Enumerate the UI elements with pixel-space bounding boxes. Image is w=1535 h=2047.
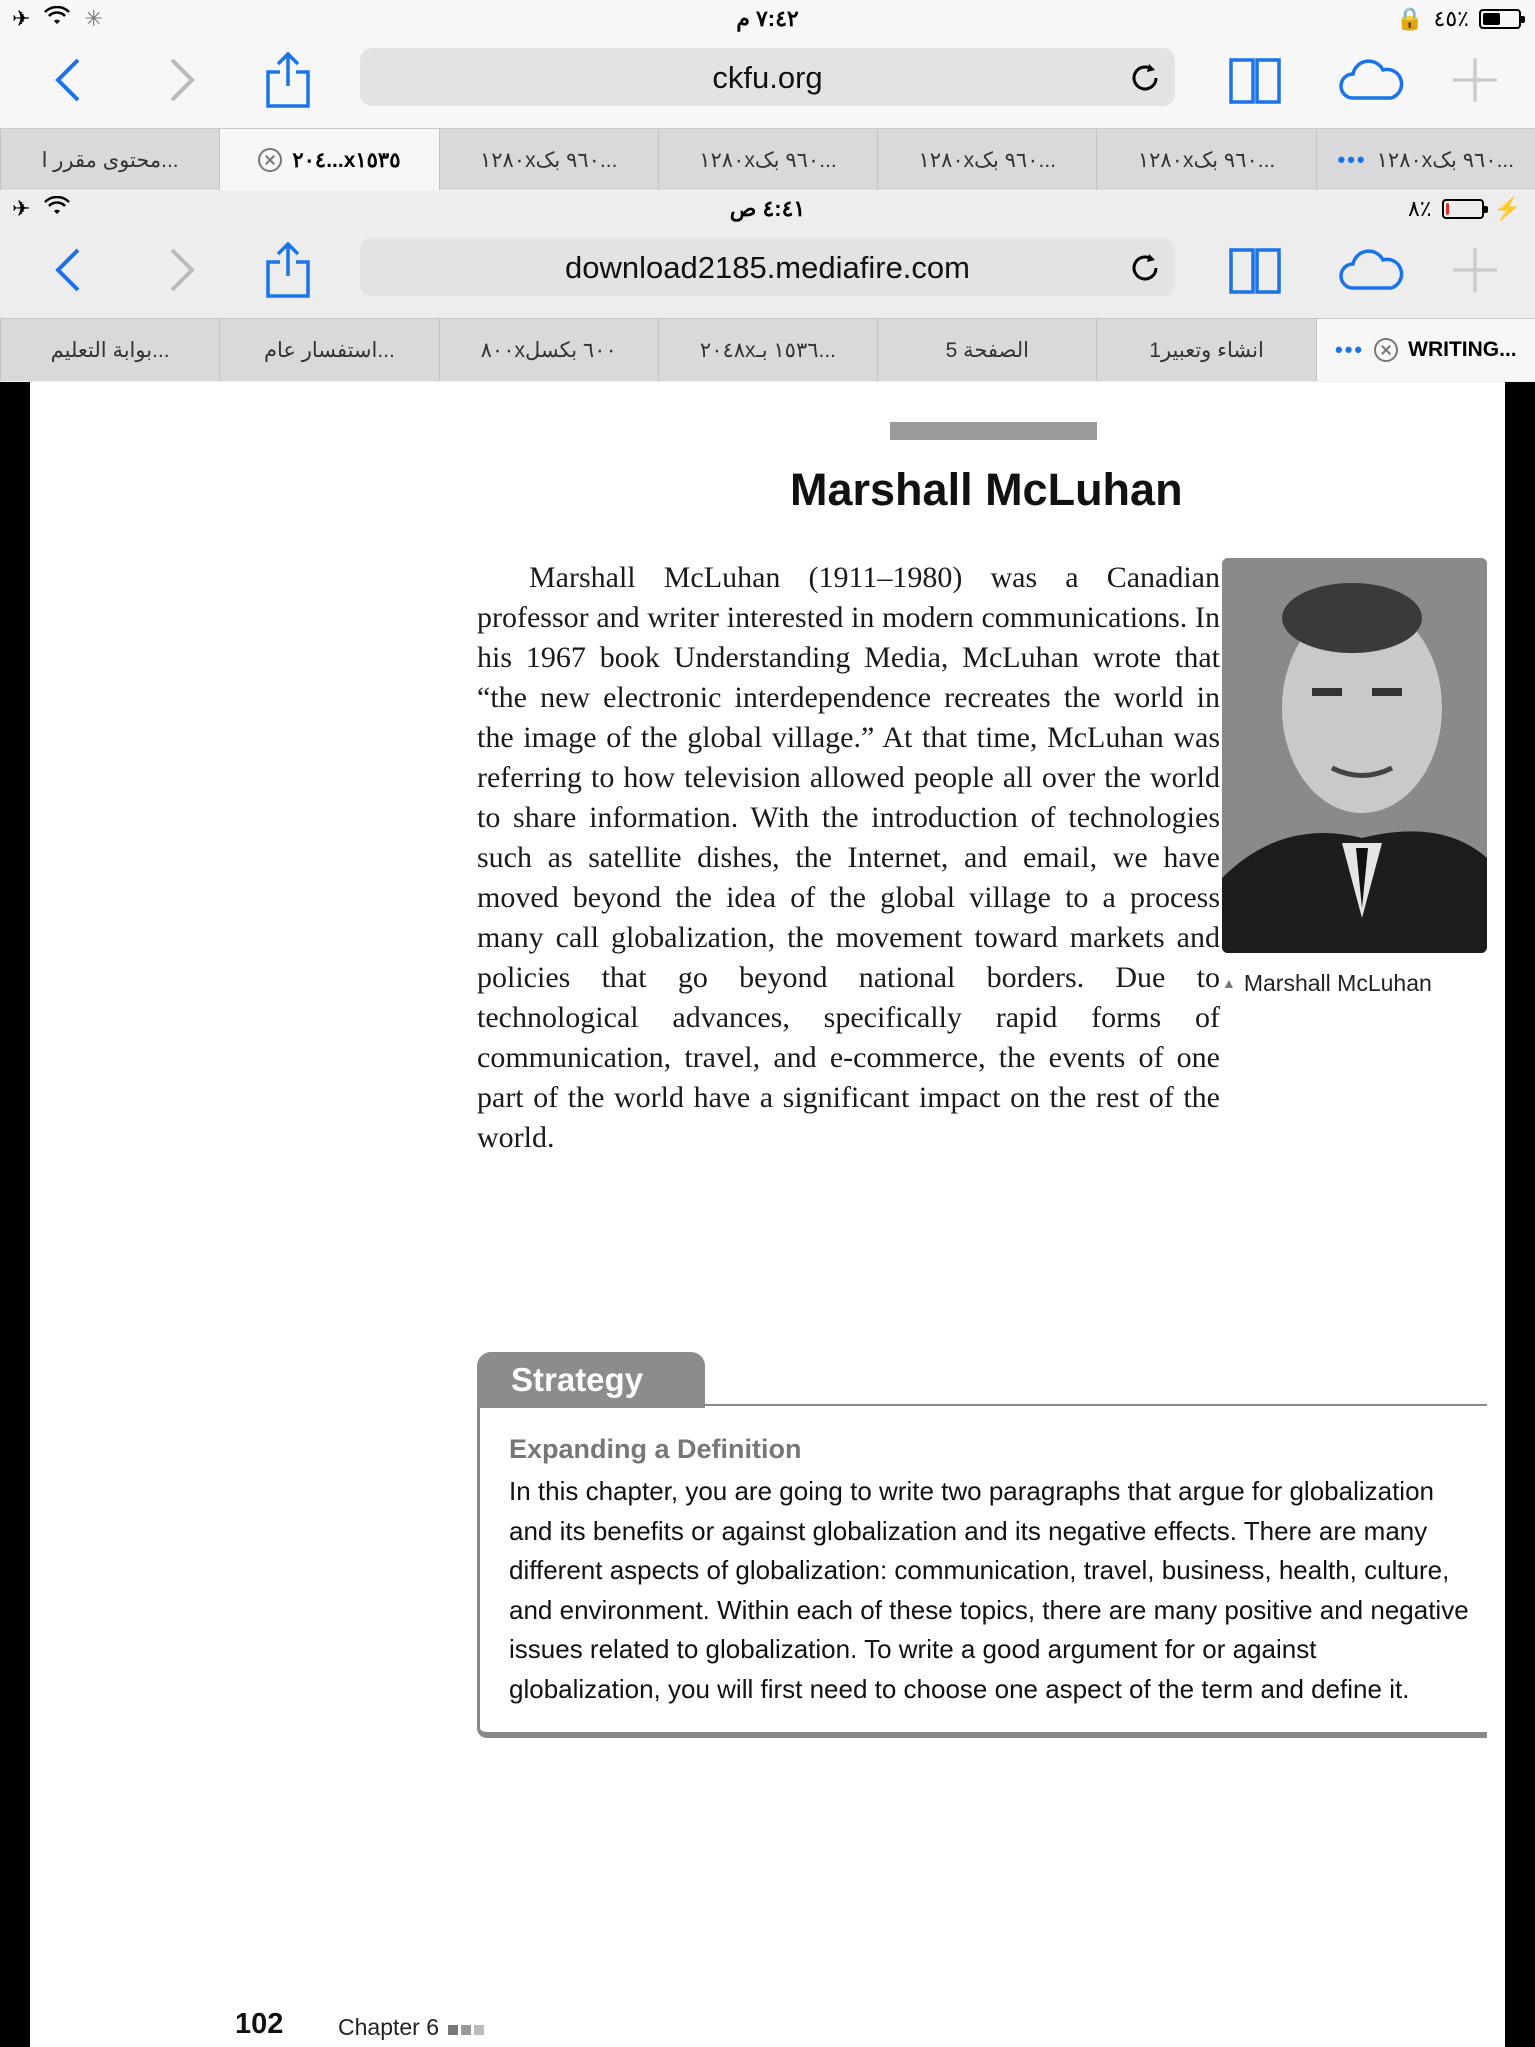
strategy-heading: Expanding a Definition [509, 1434, 802, 1464]
reload-icon[interactable] [1127, 60, 1163, 96]
navigation-bar [0, 40, 1535, 128]
caption-triangle-icon: ▲ [1222, 975, 1236, 991]
url-text: ckfu.org [712, 60, 823, 95]
status-time: ٧:٤٢ م [736, 6, 799, 31]
bookmarks-button[interactable] [1225, 240, 1285, 300]
tab[interactable]: انشاء وتعبير1 [1096, 319, 1315, 381]
tab-bar [0, 318, 1535, 381]
share-button[interactable] [258, 50, 318, 110]
tab[interactable]: استفسار عام... [219, 319, 438, 381]
bookmarks-button[interactable] [1225, 50, 1285, 110]
tab[interactable]: بوابة التعليم... [0, 319, 219, 381]
portrait-photo [1222, 558, 1487, 953]
more-tabs-icon[interactable]: ••• [1337, 147, 1367, 172]
strategy-tab: Strategy [477, 1352, 705, 1408]
body-paragraph: Marshall McLuhan (1911–1980) was a Canadian professor and writer interested in modern communications. In his 1967 book Understanding Media, McLuhan wrote that “the new electronic interdependence recreates the world in the image of the global village.” At that time, McLuhan was referring to how television allowed people all over the world to share information. With the introduction of technologies such as satellite dishes, the Internet, and email, we have moved beyond the idea of the global village to a process many call globalization, the movement toward markets and policies that go beyond national borders. Due to technological advances, specifically rapid forms of communication, travel, and e-commerce, the events of one part of the world have a significant impact on the rest of the world. [477, 561, 1220, 1154]
chapter-label: Chapter 6 [338, 2014, 484, 2041]
back-button[interactable] [40, 240, 100, 300]
battery-percent: ٤٥٪ [1433, 6, 1469, 31]
icloud-tabs-button[interactable] [1335, 240, 1407, 300]
chapter-marker-icon [448, 2025, 458, 2035]
rotation-lock-icon: 🔒 [1396, 6, 1424, 31]
close-tab-icon[interactable] [258, 148, 282, 172]
page-title: Marshall McLuhan [790, 464, 1183, 515]
battery-icon [1442, 199, 1484, 219]
header-rule [890, 422, 1097, 440]
battery-icon [1479, 9, 1521, 29]
icloud-tabs-button[interactable] [1335, 50, 1407, 110]
status-bar [0, 0, 1535, 40]
tab-active[interactable]: ٢٠٤...x١٥٣٥ [219, 129, 438, 191]
reload-icon[interactable] [1127, 250, 1163, 286]
strategy-text: In this chapter, you are going to write two paragraphs that argue for globalization and its benefits or against globalization and its negative effects. There are many different aspects of globalization: communication, travel, business, health, culture, and environment. Within each of these topics, there are many positive and negative issues related to globalization. To write a good argument for or against globalization, you will first need to choose one aspect of the term and define it. [509, 1476, 1469, 1704]
navigation-bar [0, 230, 1535, 318]
tab[interactable]: ١٢٨٠x٩٦٠ بک... [439, 129, 658, 191]
new-tab-button[interactable] [1445, 50, 1505, 110]
new-tab-button[interactable] [1445, 240, 1505, 300]
activity-spinner-icon: ✳ [84, 6, 103, 31]
share-button[interactable] [258, 240, 318, 300]
back-button[interactable] [40, 50, 100, 110]
airplane-icon: ✈ [12, 196, 31, 221]
status-time: ٤:٤١ ص [729, 196, 806, 221]
close-tab-icon[interactable] [1374, 338, 1398, 362]
document-page [30, 382, 1505, 2047]
tab-bar [0, 128, 1535, 191]
address-bar[interactable] [360, 238, 1175, 296]
tab[interactable]: محتوى مقرر ا... [0, 129, 219, 191]
status-bar [0, 190, 1535, 230]
url-text: download2185.mediafire.com [565, 250, 970, 285]
browser-chrome-second [0, 190, 1535, 382]
tab[interactable]: ١٢٨٠x٩٦٠ بک... [1096, 129, 1315, 191]
battery-percent: ٨٪ [1407, 196, 1432, 221]
page-number: 102 [235, 2008, 284, 2040]
forward-button[interactable] [150, 240, 210, 300]
address-bar[interactable] [360, 48, 1175, 106]
chapter-marker-icon [461, 2025, 471, 2035]
airplane-icon: ✈ [12, 6, 31, 31]
strategy-box [477, 1352, 1487, 1742]
tab[interactable]: ٨٠٠x٦٠٠ بکسل [439, 319, 658, 381]
charging-icon: ⚡ [1493, 196, 1521, 221]
tab[interactable]: الصفحة 5 [877, 319, 1096, 381]
browser-chrome-top [0, 0, 1535, 190]
tab-active[interactable]: ••• WRITING... [1316, 319, 1535, 381]
tab[interactable]: ١٢٨٠x٩٦٠ بک... [877, 129, 1096, 191]
photo-caption: ▲ Marshall McLuhan [1222, 970, 1432, 996]
tab[interactable]: ١٢٨٠x٩٦٠ بک... [658, 129, 877, 191]
tab[interactable]: ••• ١٢٨٠x٩٦٠ بک... [1316, 129, 1535, 191]
chapter-marker-icon [474, 2025, 484, 2035]
more-tabs-icon[interactable]: ••• [1335, 337, 1365, 362]
forward-button[interactable] [150, 50, 210, 110]
tab[interactable]: ٢٠٤٨x١٥٣٦ بـ... [658, 319, 877, 381]
